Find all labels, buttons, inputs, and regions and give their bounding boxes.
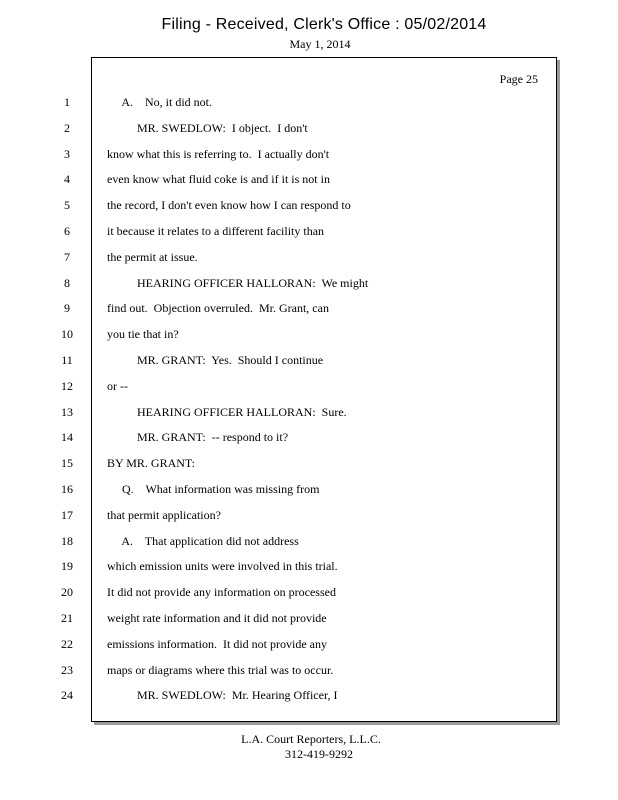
transcript-line: MR. GRANT: Yes. Should I continue (107, 353, 324, 367)
line-number: 5 (64, 198, 70, 212)
line-number: 19 (61, 559, 73, 573)
transcript-line: you tie that in? (107, 327, 179, 341)
transcript-line: maps or diagrams where this trial was to occur. (107, 663, 334, 677)
transcript-line: which emission units were involved in this trial. (107, 559, 338, 573)
court-reporter-name: L.A. Court Reporters, L.L.C. (241, 732, 381, 746)
transcript-date: May 1, 2014 (289, 37, 351, 51)
transcript-line: that permit application? (107, 508, 221, 522)
transcript-line: MR. SWEDLOW: Mr. Hearing Officer, I (107, 688, 338, 702)
line-number: 10 (61, 327, 73, 341)
line-number: 15 (61, 456, 73, 470)
line-number: 18 (61, 534, 73, 548)
transcript-page (61, 57, 557, 722)
transcript-line: It did not provide any information on processed (107, 585, 336, 599)
transcript-line: emissions information. It did not provide any (107, 637, 327, 651)
transcript-line: or -- (107, 379, 128, 393)
line-number: 4 (64, 172, 70, 186)
line-number: 8 (64, 276, 70, 290)
transcript-line: BY MR. GRANT: (107, 456, 195, 470)
line-number: 22 (61, 637, 73, 651)
court-reporter-phone: 312-419-9292 (285, 747, 353, 761)
line-number: 2 (64, 121, 70, 135)
line-number: 9 (64, 301, 70, 315)
transcript-line: weight rate information and it did not provide (107, 611, 327, 625)
line-number: 20 (61, 585, 73, 599)
line-number: 13 (61, 405, 73, 419)
line-number: 6 (64, 224, 70, 238)
filing-stamp: Filing - Received, Clerk's Office : 05/02/2014 (161, 16, 487, 33)
transcript-line: the permit at issue. (107, 250, 198, 264)
transcript-line: know what this is referring to. I actually don't (107, 147, 330, 161)
line-number: 23 (61, 663, 73, 677)
transcript-line: Q. What information was missing from (107, 482, 320, 496)
transcript-line: the record, I don't even know how I can respond to (107, 198, 351, 212)
transcript-line: it because it relates to a different facility than (107, 224, 325, 238)
line-number: 21 (61, 611, 73, 625)
line-number: 11 (61, 353, 73, 367)
transcript-line: HEARING OFFICER HALLORAN: Sure. (107, 405, 347, 419)
line-number: 17 (61, 508, 73, 522)
transcript-line: find out. Objection overruled. Mr. Grant, can (107, 301, 329, 315)
line-number: 1 (64, 95, 70, 109)
transcript-line: HEARING OFFICER HALLORAN: We might (107, 276, 369, 290)
transcript-line: A. No, it did not. (107, 95, 213, 109)
transcript-line: A. That application did not address (107, 534, 299, 548)
line-number: 12 (61, 379, 73, 393)
transcript-line: MR. GRANT: -- respond to it? (107, 430, 289, 444)
line-number: 3 (64, 147, 70, 161)
page-number: Page 25 (499, 72, 538, 86)
transcript-line: even know what fluid coke is and if it is not in (107, 172, 330, 186)
line-number: 16 (61, 482, 73, 496)
line-number: 14 (61, 430, 73, 444)
line-number: 24 (61, 688, 73, 702)
transcript-line: MR. SWEDLOW: I object. I don't (107, 121, 308, 135)
line-number: 7 (64, 250, 70, 264)
